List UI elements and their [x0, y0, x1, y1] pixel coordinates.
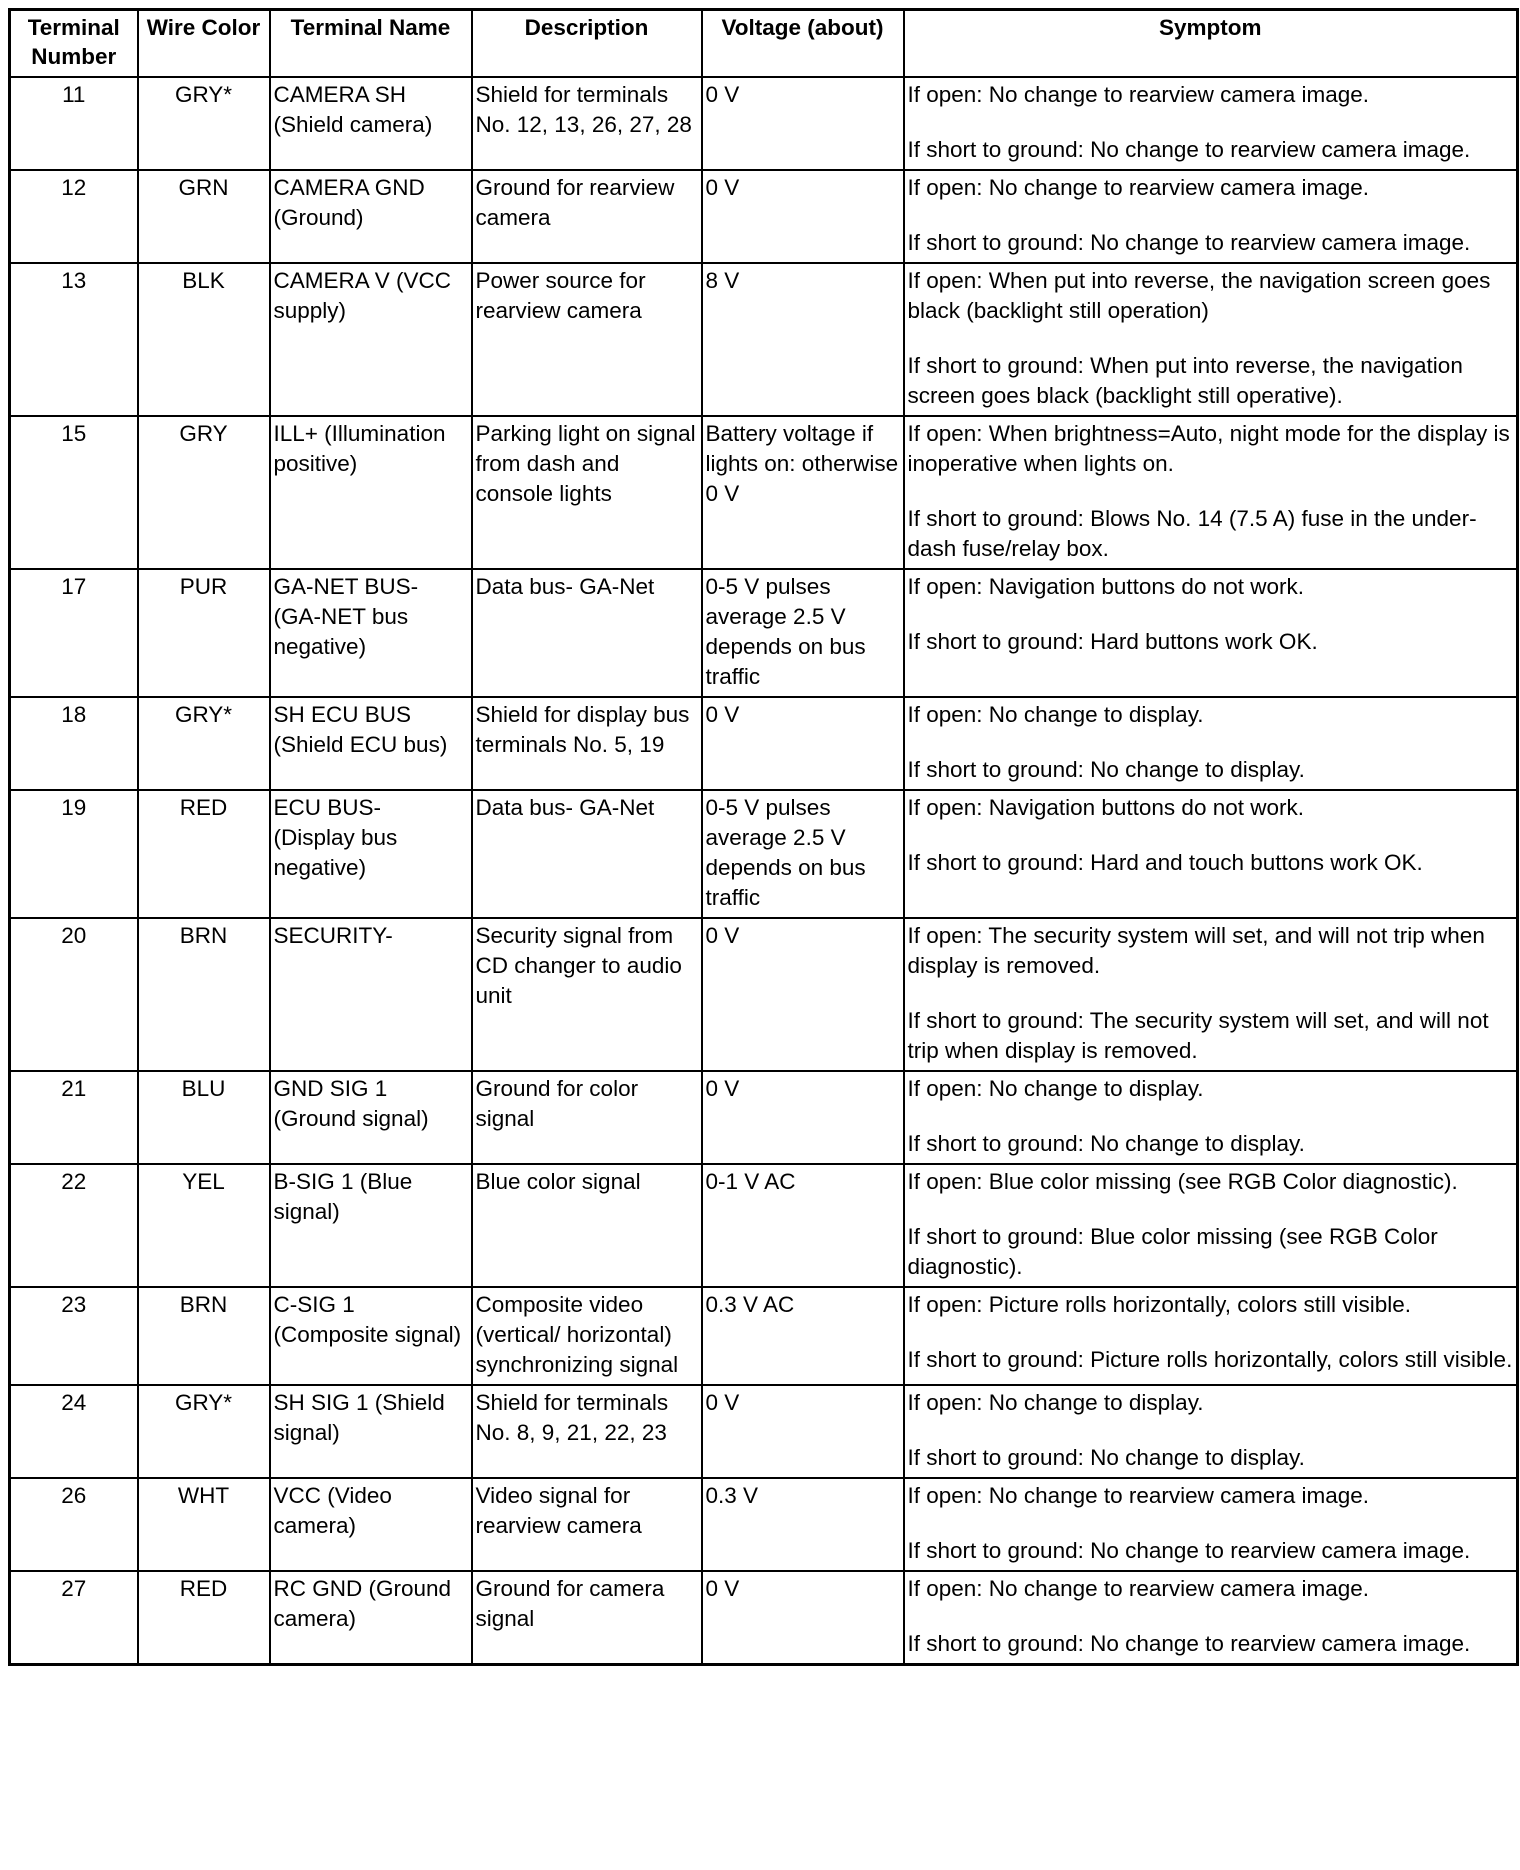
cell-symptom	[904, 1571, 1518, 1665]
symptom-open: If open: Navigation buttons do not work.	[907, 795, 1304, 820]
cell-symptom	[904, 918, 1518, 1071]
cell-symptom	[904, 790, 1518, 918]
cell-terminal-name: SH SIG 1 (Shield signal)	[270, 1385, 472, 1478]
cell-terminal-number: 17	[10, 569, 138, 697]
symptom-short: If short to ground: Picture rolls horizontally, colors still visible.	[907, 1347, 1513, 1372]
cell-terminal-name: SH ECU BUS (Shield ECU bus)	[270, 697, 472, 790]
cell-voltage: 0.3 V	[702, 1478, 904, 1571]
symptom-open: If open: No change to rearview camera image.	[907, 1483, 1369, 1508]
cell-voltage: Battery voltage if lights on: otherwise 0 V	[702, 416, 904, 569]
cell-description: Data bus- GA-Net	[472, 569, 702, 697]
cell-terminal-number: 18	[10, 697, 138, 790]
cell-terminal-number: 21	[10, 1071, 138, 1164]
cell-terminal-number: 19	[10, 790, 138, 918]
cell-description: Blue color signal	[472, 1164, 702, 1287]
cell-voltage: 0 V	[702, 170, 904, 263]
cell-terminal-number: 12	[10, 170, 138, 263]
cell-description: Video signal for rearview camera	[472, 1478, 702, 1571]
symptom-open: If open: Picture rolls horizontally, colors still visible.	[907, 1292, 1412, 1317]
cell-terminal-name: B-SIG 1 (Blue signal)	[270, 1164, 472, 1287]
cell-description: Shield for display bus terminals No. 5, 19	[472, 697, 702, 790]
cell-terminal-name: ILL+ (Illumination positive)	[270, 416, 472, 569]
symptom-short: If short to ground: When put into reverse, the navigation screen goes black (backlight still operative).	[907, 353, 1463, 408]
symptom-open: If open: No change to rearview camera image.	[907, 82, 1369, 107]
header-row	[10, 10, 1518, 78]
cell-description: Ground for rearview camera	[472, 170, 702, 263]
cell-wire-color: BLU	[138, 1071, 270, 1164]
cell-terminal-number: 11	[10, 77, 138, 170]
symptom-short: If short to ground: The security system will set, and will not trip when display is removed.	[907, 1008, 1489, 1063]
symptom-short: If short to ground: Blows No. 14 (7.5 A) fuse in the under-dash fuse/relay box.	[907, 506, 1477, 561]
cell-description: Ground for camera signal	[472, 1571, 702, 1665]
cell-description: Security signal from CD changer to audio unit	[472, 918, 702, 1071]
header-symptom: Symptom	[904, 10, 1518, 78]
cell-description: Data bus- GA-Net	[472, 790, 702, 918]
header-terminal-number: Terminal Number	[10, 10, 138, 78]
table-row	[10, 263, 1518, 416]
symptom-open: If open: When brightness=Auto, night mode for the display is inoperative when lights on.	[907, 421, 1510, 476]
symptom-open: If open: Navigation buttons do not work.	[907, 574, 1304, 599]
table-row	[10, 569, 1518, 697]
symptom-open: If open: No change to display.	[907, 1390, 1204, 1415]
table-row	[10, 1571, 1518, 1665]
cell-terminal-name: GND SIG 1 (Ground signal)	[270, 1071, 472, 1164]
cell-wire-color: PUR	[138, 569, 270, 697]
cell-wire-color: GRY*	[138, 77, 270, 170]
cell-terminal-name: GA-NET BUS- (GA-NET bus negative)	[270, 569, 472, 697]
cell-symptom	[904, 1478, 1518, 1571]
symptom-short: If short to ground: No change to rearview camera image.	[907, 137, 1471, 162]
cell-terminal-number: 24	[10, 1385, 138, 1478]
cell-description: Parking light on signal from dash and console lights	[472, 416, 702, 569]
cell-terminal-name: ECU BUS- (Display bus negative)	[270, 790, 472, 918]
cell-voltage: 8 V	[702, 263, 904, 416]
symptom-short: If short to ground: No change to rearview camera image.	[907, 230, 1471, 255]
cell-voltage: 0.3 V AC	[702, 1287, 904, 1385]
symptom-short: If short to ground: No change to rearview camera image.	[907, 1631, 1471, 1656]
symptom-open: If open: No change to rearview camera image.	[907, 1576, 1369, 1601]
cell-voltage: 0-5 V pulses average 2.5 V depends on bus traffic	[702, 569, 904, 697]
table-row	[10, 416, 1518, 569]
cell-terminal-name: C-SIG 1 (Composite signal)	[270, 1287, 472, 1385]
cell-symptom	[904, 77, 1518, 170]
cell-wire-color: GRY*	[138, 697, 270, 790]
cell-terminal-name: CAMERA V (VCC supply)	[270, 263, 472, 416]
table-row	[10, 1385, 1518, 1478]
cell-symptom	[904, 697, 1518, 790]
cell-description: Power source for rearview camera	[472, 263, 702, 416]
symptom-open: If open: No change to rearview camera image.	[907, 175, 1369, 200]
cell-symptom	[904, 416, 1518, 569]
table-row	[10, 697, 1518, 790]
header-voltage: Voltage (about)	[702, 10, 904, 78]
cell-voltage: 0 V	[702, 1385, 904, 1478]
table-row	[10, 170, 1518, 263]
cell-wire-color: BLK	[138, 263, 270, 416]
cell-wire-color: RED	[138, 1571, 270, 1665]
cell-description: Composite video (vertical/ horizontal) synchronizing signal	[472, 1287, 702, 1385]
cell-terminal-number: 26	[10, 1478, 138, 1571]
header-wire-color: Wire Color	[138, 10, 270, 78]
cell-symptom	[904, 1385, 1518, 1478]
cell-terminal-name: CAMERA GND (Ground)	[270, 170, 472, 263]
cell-voltage: 0 V	[702, 1071, 904, 1164]
cell-symptom	[904, 170, 1518, 263]
cell-symptom	[904, 1164, 1518, 1287]
table-row	[10, 77, 1518, 170]
symptom-short: If short to ground: Hard and touch buttons work OK.	[907, 850, 1423, 875]
cell-wire-color: YEL	[138, 1164, 270, 1287]
terminal-table	[8, 8, 1519, 1666]
cell-terminal-number: 15	[10, 416, 138, 569]
cell-voltage: 0 V	[702, 918, 904, 1071]
cell-wire-color: GRY*	[138, 1385, 270, 1478]
cell-voltage: 0-5 V pulses average 2.5 V depends on bus traffic	[702, 790, 904, 918]
symptom-short: If short to ground: No change to display.	[907, 1131, 1305, 1156]
symptom-open: If open: No change to display.	[907, 1076, 1204, 1101]
cell-symptom	[904, 1287, 1518, 1385]
table-row	[10, 1287, 1518, 1385]
cell-terminal-number: 22	[10, 1164, 138, 1287]
cell-terminal-number: 27	[10, 1571, 138, 1665]
cell-terminal-name: VCC (Video camera)	[270, 1478, 472, 1571]
cell-wire-color: RED	[138, 790, 270, 918]
cell-terminal-name: SECURITY-	[270, 918, 472, 1071]
symptom-short: If short to ground: No change to display.	[907, 757, 1305, 782]
cell-voltage: 0 V	[702, 1571, 904, 1665]
cell-terminal-name: RC GND (Ground camera)	[270, 1571, 472, 1665]
cell-symptom	[904, 263, 1518, 416]
symptom-open: If open: No change to display.	[907, 702, 1204, 727]
symptom-short: If short to ground: No change to display.	[907, 1445, 1305, 1470]
cell-voltage: 0-1 V AC	[702, 1164, 904, 1287]
cell-terminal-number: 20	[10, 918, 138, 1071]
cell-wire-color: GRN	[138, 170, 270, 263]
cell-description: Shield for terminals No. 12, 13, 26, 27, 28	[472, 77, 702, 170]
symptom-open: If open: The security system will set, and will not trip when display is removed.	[907, 923, 1485, 978]
cell-description: Shield for terminals No. 8, 9, 21, 22, 23	[472, 1385, 702, 1478]
table-row	[10, 918, 1518, 1071]
cell-symptom	[904, 569, 1518, 697]
cell-wire-color: WHT	[138, 1478, 270, 1571]
cell-voltage: 0 V	[702, 77, 904, 170]
table-row	[10, 790, 1518, 918]
cell-voltage: 0 V	[702, 697, 904, 790]
symptom-open: If open: When put into reverse, the navigation screen goes black (backlight still operation)	[907, 268, 1491, 323]
symptom-open: If open: Blue color missing (see RGB Color diagnostic).	[907, 1169, 1458, 1194]
cell-terminal-number: 13	[10, 263, 138, 416]
cell-wire-color: BRN	[138, 918, 270, 1071]
cell-terminal-number: 23	[10, 1287, 138, 1385]
cell-wire-color: GRY	[138, 416, 270, 569]
header-terminal-name: Terminal Name	[270, 10, 472, 78]
cell-terminal-name: CAMERA SH (Shield camera)	[270, 77, 472, 170]
symptom-short: If short to ground: No change to rearview camera image.	[907, 1538, 1471, 1563]
cell-description: Ground for color signal	[472, 1071, 702, 1164]
cell-symptom	[904, 1071, 1518, 1164]
symptom-short: If short to ground: Blue color missing (see RGB Color diagnostic).	[907, 1224, 1438, 1279]
cell-wire-color: BRN	[138, 1287, 270, 1385]
table-row	[10, 1164, 1518, 1287]
symptom-short: If short to ground: Hard buttons work OK.	[907, 629, 1318, 654]
terminal-table-container	[8, 8, 1516, 1666]
table-row	[10, 1478, 1518, 1571]
header-description: Description	[472, 10, 702, 78]
table-row	[10, 1071, 1518, 1164]
